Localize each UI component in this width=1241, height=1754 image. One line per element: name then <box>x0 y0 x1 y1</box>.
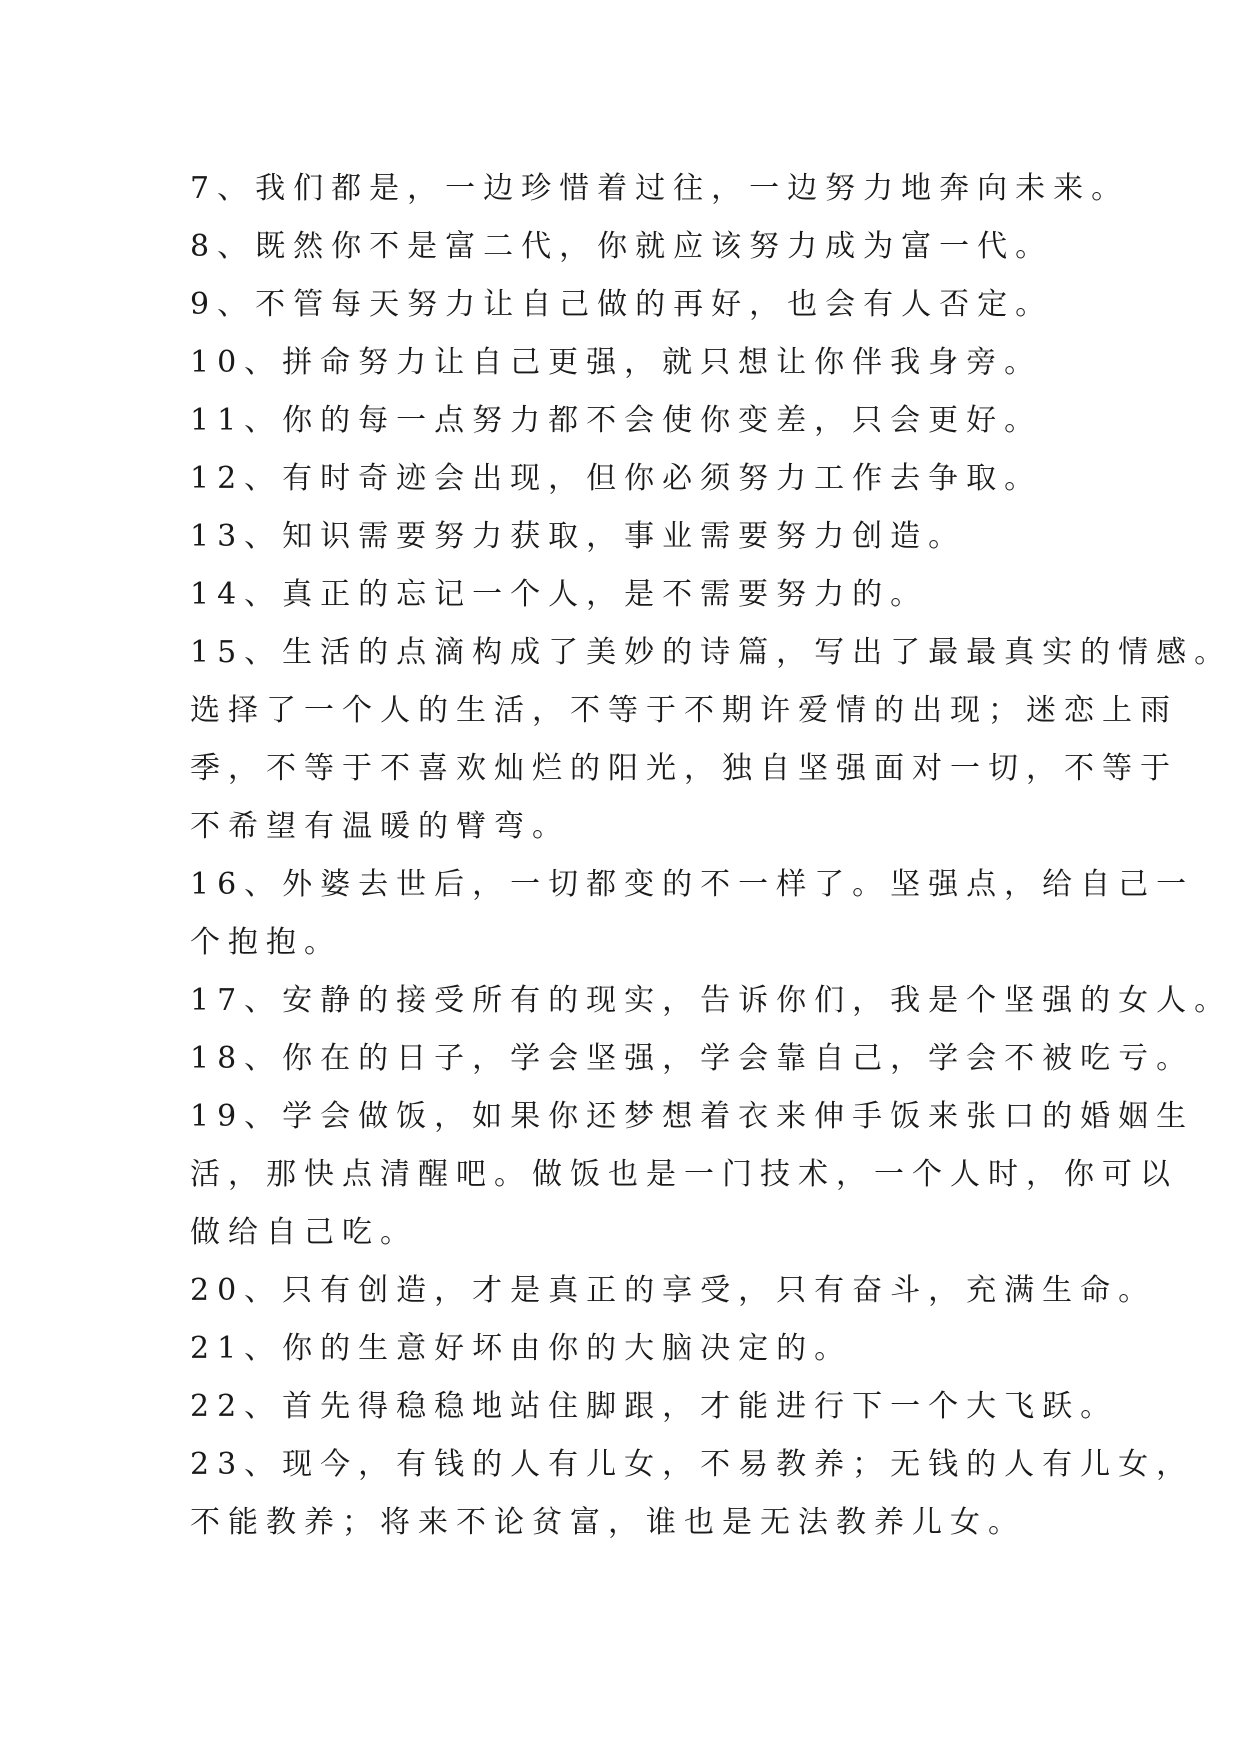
text-line: 9、不管每天努力让自己做的再好，也会有人否定。 <box>190 287 1054 322</box>
text-line: 16、外婆去世后，一切都变的不一样了。坚强点，给自己一 <box>190 867 1195 902</box>
text-line: 17、安静的接受所有的现实，告诉你们，我是个坚强的女人。 <box>190 983 1233 1018</box>
text-line: 15、生活的点滴构成了美妙的诗篇，写出了最最真实的情感。 <box>190 635 1233 670</box>
text-line: 季，不等于不喜欢灿烂的阳光，独自坚强面对一切，不等于 <box>190 751 1178 786</box>
text-line: 选择了一个人的生活，不等于不期许爱情的出现；迷恋上雨 <box>190 693 1178 728</box>
text-line: 13、知识需要努力获取，事业需要努力创造。 <box>190 519 967 554</box>
text-line: 活，那快点清醒吧。做饭也是一门技术，一个人时，你可以 <box>190 1157 1178 1192</box>
text-line: 12、有时奇迹会出现，但你必须努力工作去争取。 <box>190 461 1043 496</box>
text-line: 20、只有创造，才是真正的享受，只有奋斗，充满生命。 <box>190 1273 1157 1308</box>
text-line: 21、你的生意好坏由你的大脑决定的。 <box>190 1331 853 1366</box>
text-line: 11、你的每一点努力都不会使你变差，只会更好。 <box>190 403 1043 438</box>
text-line: 做给自己吃。 <box>190 1215 418 1250</box>
text-line: 10、拼命努力让自己更强，就只想让你伴我身旁。 <box>190 345 1043 380</box>
text-line: 不希望有温暖的臂弯。 <box>190 809 570 844</box>
text-line: 22、首先得稳稳地站住脚跟，才能进行下一个大飞跃。 <box>190 1389 1119 1424</box>
text-line: 18、你在的日子，学会坚强，学会靠自己，学会不被吃亏。 <box>190 1041 1195 1076</box>
text-line: 14、真正的忘记一个人，是不需要努力的。 <box>190 577 929 612</box>
text-line: 不能教养；将来不论贫富，谁也是无法教养儿女。 <box>190 1505 1026 1540</box>
text-line: 个抱抱。 <box>190 925 342 960</box>
text-line: 19、学会做饭，如果你还梦想着衣来伸手饭来张口的婚姻生 <box>190 1099 1195 1134</box>
text-line: 23、现今，有钱的人有儿女，不易教养；无钱的人有儿女， <box>190 1447 1195 1482</box>
document-body <box>190 160 1233 1552</box>
text-line: 7、我们都是，一边珍惜着过往，一边努力地奔向未来。 <box>190 171 1130 206</box>
text-line: 8、既然你不是富二代，你就应该努力成为富一代。 <box>190 229 1054 264</box>
